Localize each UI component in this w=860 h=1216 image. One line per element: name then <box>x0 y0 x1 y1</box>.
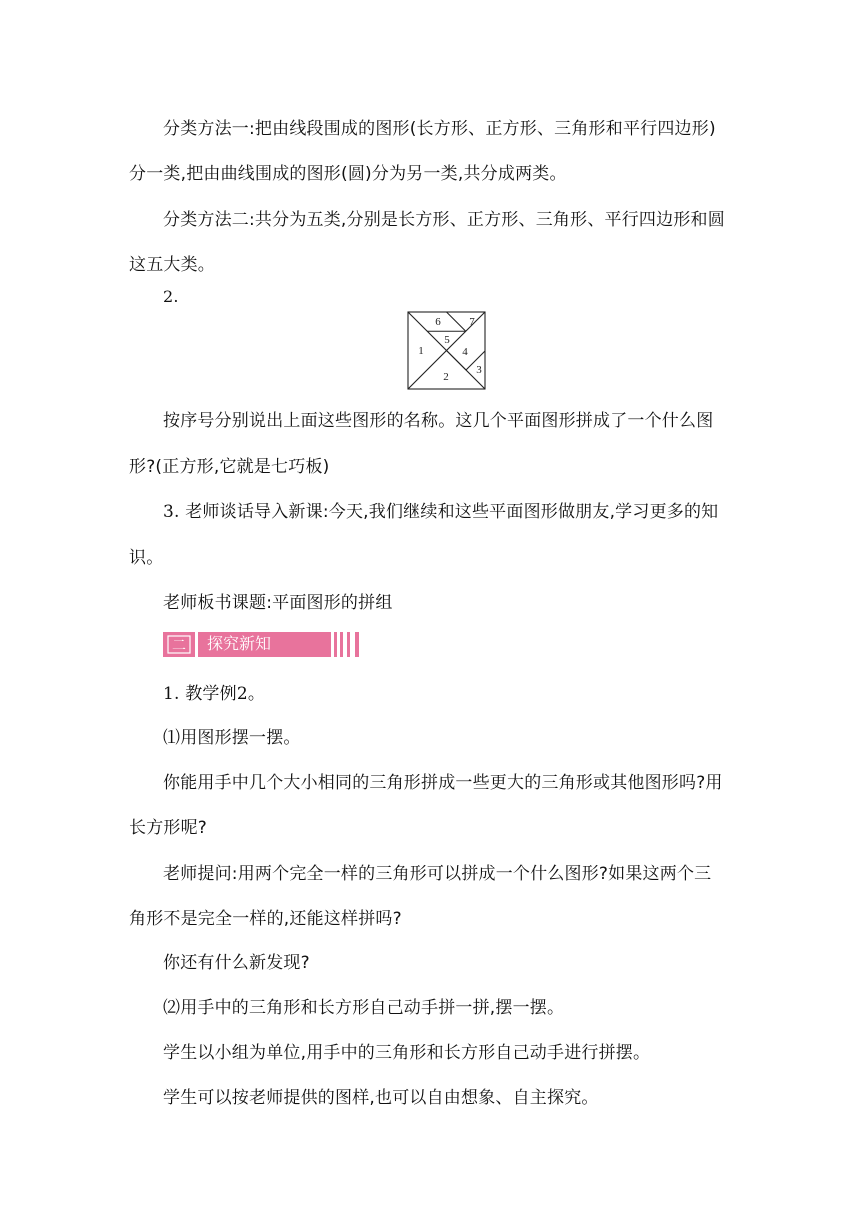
tangram-figure <box>407 311 487 391</box>
banner-stripe <box>340 632 343 657</box>
banner-stripe <box>334 632 337 657</box>
paragraph-line: ⑵用手中的三角形和长方形自己动手拼一拼,摆一摆。 <box>163 998 565 1018</box>
tangram-edge <box>447 312 466 331</box>
paragraph-line: 这五大类。 <box>129 255 215 275</box>
paragraph-line: 按序号分别说出上面这些图形的名称。这几个平面图形拼成了一个什么图 <box>163 411 714 431</box>
paragraph-line: 你能用手中几个大小相同的三角形拼成一些更大的三角形或其他图形吗?用 <box>163 773 723 793</box>
tangram-label: 6 <box>435 316 441 328</box>
paragraph-text: 。 <box>247 684 266 704</box>
example-number: 2 <box>236 684 248 704</box>
paragraph-line: 角形不是完全一样的,还能这样拼吗? <box>129 909 402 929</box>
tangram-label: 1 <box>418 345 424 357</box>
tangram-label: 3 <box>476 364 482 376</box>
item-number: 2. <box>163 287 179 306</box>
tangram-label: 4 <box>462 346 468 358</box>
paragraph-line: 老师板书课题:平面图形的拼组 <box>163 593 393 613</box>
banner-stripe <box>355 632 359 657</box>
tangram-label: 7 <box>469 316 475 328</box>
paragraph-line: 学生以小组为单位,用手中的三角形和长方形自己动手进行拼摆。 <box>163 1043 651 1063</box>
section-number: 二 <box>172 638 186 654</box>
paragraph-line <box>163 502 718 522</box>
paragraph-text: 老师谈话导入新课:今天,我们继续和这些平面图形做朋友,学习更多的知 <box>185 502 719 522</box>
paragraph-line: 你还有什么新发现? <box>163 953 310 973</box>
paragraph-line: 长方形呢? <box>129 818 208 838</box>
paragraph-line <box>163 684 265 704</box>
paragraph-line: 分类方法一:把由线段围成的图形(长方形、正方形、三角形和平行四边形) <box>163 119 716 139</box>
paragraph-line: 分一类,把由曲线围成的图形(圆)分为另一类,共分成两类。 <box>129 164 567 184</box>
section-title: 探究新知 <box>207 634 272 653</box>
paragraph-line: 分类方法二:共分为五类,分别是长方形、正方形、三角形、平行四边形和圆 <box>163 210 725 230</box>
paragraph-line: 识。 <box>129 548 164 568</box>
tangram-label: 2 <box>443 371 449 383</box>
paragraph-text: 教学例 <box>185 684 237 704</box>
paragraph-line: 老师提问:用两个完全一样的三角形可以拼成一个什么图形?如果这两个三 <box>163 864 712 884</box>
item-number: 3. <box>163 502 180 522</box>
paragraph-line: 形?(正方形,它就是七巧板) <box>129 457 330 477</box>
banner-stripe <box>347 632 350 657</box>
paragraph-line: 学生可以按老师提供的图样,也可以自由想象、自主探究。 <box>163 1088 599 1108</box>
tangram-label: 5 <box>444 334 450 346</box>
item-number: 1. <box>163 684 180 704</box>
paragraph-line: ⑴用图形摆一摆。 <box>163 728 301 748</box>
